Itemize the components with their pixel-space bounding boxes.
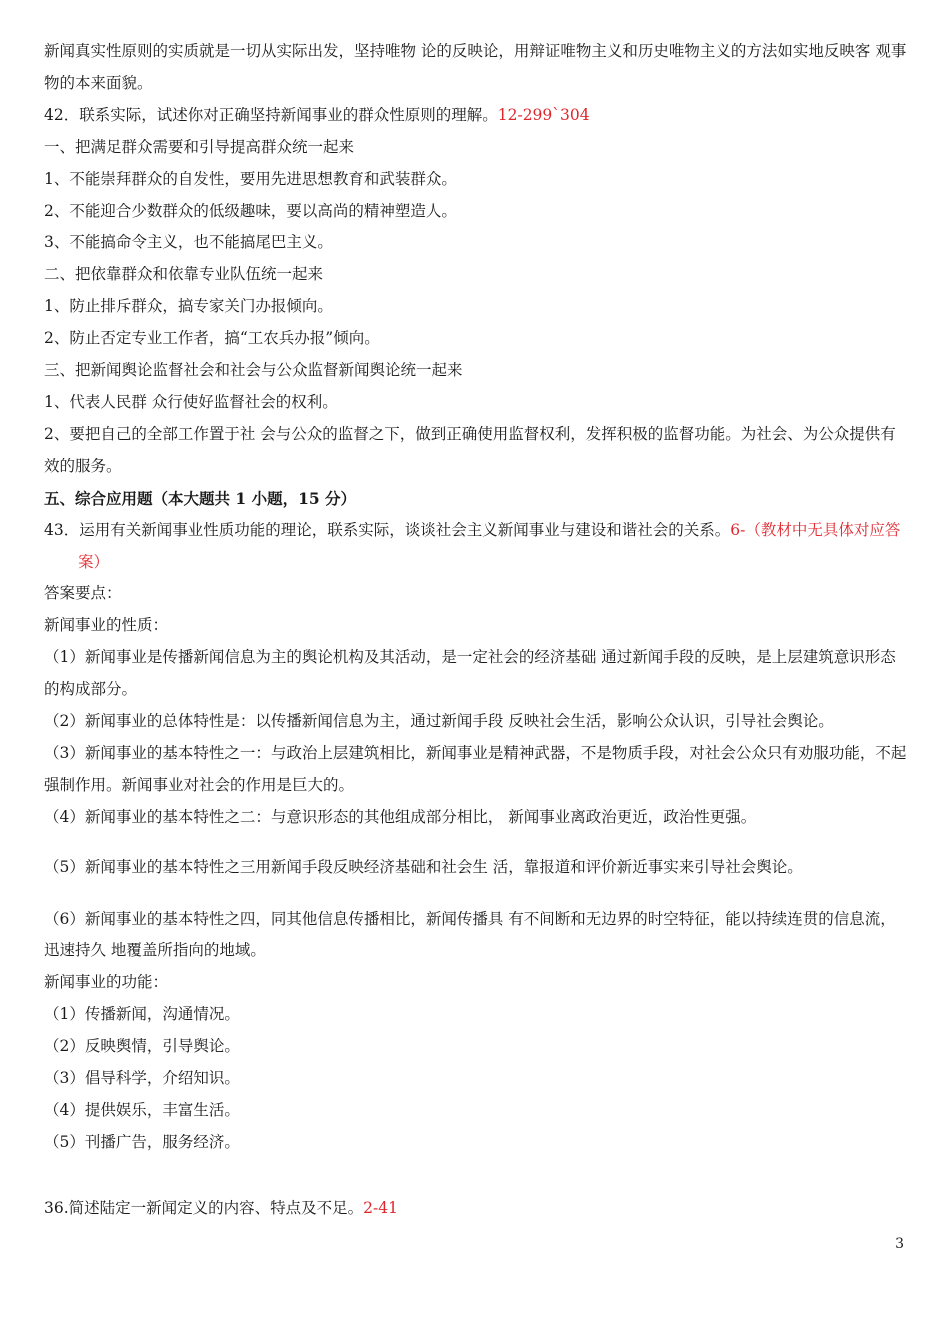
question-43-ref: 6-（教材中无具体对应答案）: [78, 520, 901, 571]
list-item: （3）倡导科学，介绍知识。: [44, 1069, 240, 1088]
paragraph-authenticity: 新闻真实性原则的实质就是一切从实际出发，坚持唯物 论的反映论，用辩证唯物主义和历史唯物主义的方法如实地反映客 观事物的本来面貌。: [44, 42, 907, 92]
section-five-heading: 五、综合应用题（本大题共 1 小题，15 分）: [44, 488, 357, 508]
list-item: （1）新闻事业是传播新闻信息为主的舆论机构及其活动，是一定社会的经济基础 通过新闻手段的反映，是上层建筑意识形态的构成部分。: [44, 648, 896, 699]
section-heading-1: 一、把满足群众需要和引导提高群众统一起来: [44, 137, 355, 156]
question-42: [44, 100, 910, 132]
list-item: 3、不能搞命令主义，也不能搞尾巴主义。: [44, 233, 333, 252]
list-item: （2）反映舆情，引导舆论。: [44, 1037, 240, 1056]
list-item: （2）新闻事业的总体特性是：以传播新闻信息为主，通过新闻手段 反映社会生活，影响公众认识，引导社会舆论。: [44, 712, 834, 731]
list-item: （5）新闻事业的基本特性之三用新闻手段反映经济基础和社会生 活，靠报道和评价新近事实来引导社会舆论。: [44, 857, 803, 876]
question-36-text: 36.简述陆定一新闻定义的内容、特点及不足。: [44, 1198, 364, 1217]
section-heading-2: 二、把依靠群众和依靠专业队伍统一起来: [44, 265, 324, 284]
list-item: 2、防止否定专业工作者，搞“工农兵办报”倾向。: [44, 329, 380, 348]
list-item: 1、代表人民群 众行使好监督社会的权利。: [44, 392, 338, 411]
question-36: [44, 1193, 910, 1225]
page-number: 3: [895, 1236, 904, 1252]
list-item: （4）提供娱乐，丰富生活。: [44, 1101, 240, 1119]
list-item: 2、要把自己的全部工作置于社 会与公众的监督之下，做到正确使用监督权利，发挥积极的监督功能。为社会、为公众提供有效的服务。: [44, 424, 896, 475]
list-item: （6）新闻事业的基本特性之四，同其他信息传播相比，新闻传播具 有不间断和无边界的时空特征，能以持续连贯的信息流，迅速持久 地覆盖所指向的地域。: [44, 909, 896, 960]
list-item: （5）刊播广告，服务经济。: [44, 1132, 240, 1151]
document-page: [44, 36, 910, 1225]
list-item: （3）新闻事业的基本特性之一：与政治上层建筑相比，新闻事业是精神武器，不是物质手段，对社会公众只有劝服功能，不起强制作用。新闻事业对社会的作用是巨大的。: [44, 743, 907, 794]
list-item: 2、不能迎合少数群众的低级趣味，要以高尚的精神塑造人。: [44, 201, 457, 220]
section-heading-3: 三、把新闻舆论监督社会和社会与公众监督新闻舆论统一起来: [44, 361, 463, 380]
question-36-ref: 2-41: [363, 1198, 398, 1217]
question-42-ref: 12-299`304: [497, 105, 590, 124]
question-42-text: 42．联系实际，试述你对正确坚持新闻事业的群众性原则的理解。: [44, 105, 498, 124]
list-item: 1、不能崇拜群众的自发性，要用先进思想教育和武装群众。: [44, 169, 457, 188]
list-item: 1、防止排斥群众，搞专家关门办报倾向。: [44, 297, 333, 316]
list-item: （1）传播新闻，沟通情况。: [44, 1005, 240, 1024]
function-heading: 新闻事业的功能：: [44, 973, 169, 992]
answer-key-label: 答案要点：: [44, 584, 122, 603]
question-43: [44, 515, 910, 579]
nature-heading: 新闻事业的性质：: [44, 616, 169, 635]
question-43-text: 43．运用有关新闻事业性质功能的理论，联系实际，谈谈社会主义新闻事业与建设和谐社会的关系。: [44, 520, 731, 539]
list-item: （4）新闻事业的基本特性之二：与意识形态的其他组成部分相比， 新闻事业离政治更近，政治性更强。: [44, 807, 757, 826]
